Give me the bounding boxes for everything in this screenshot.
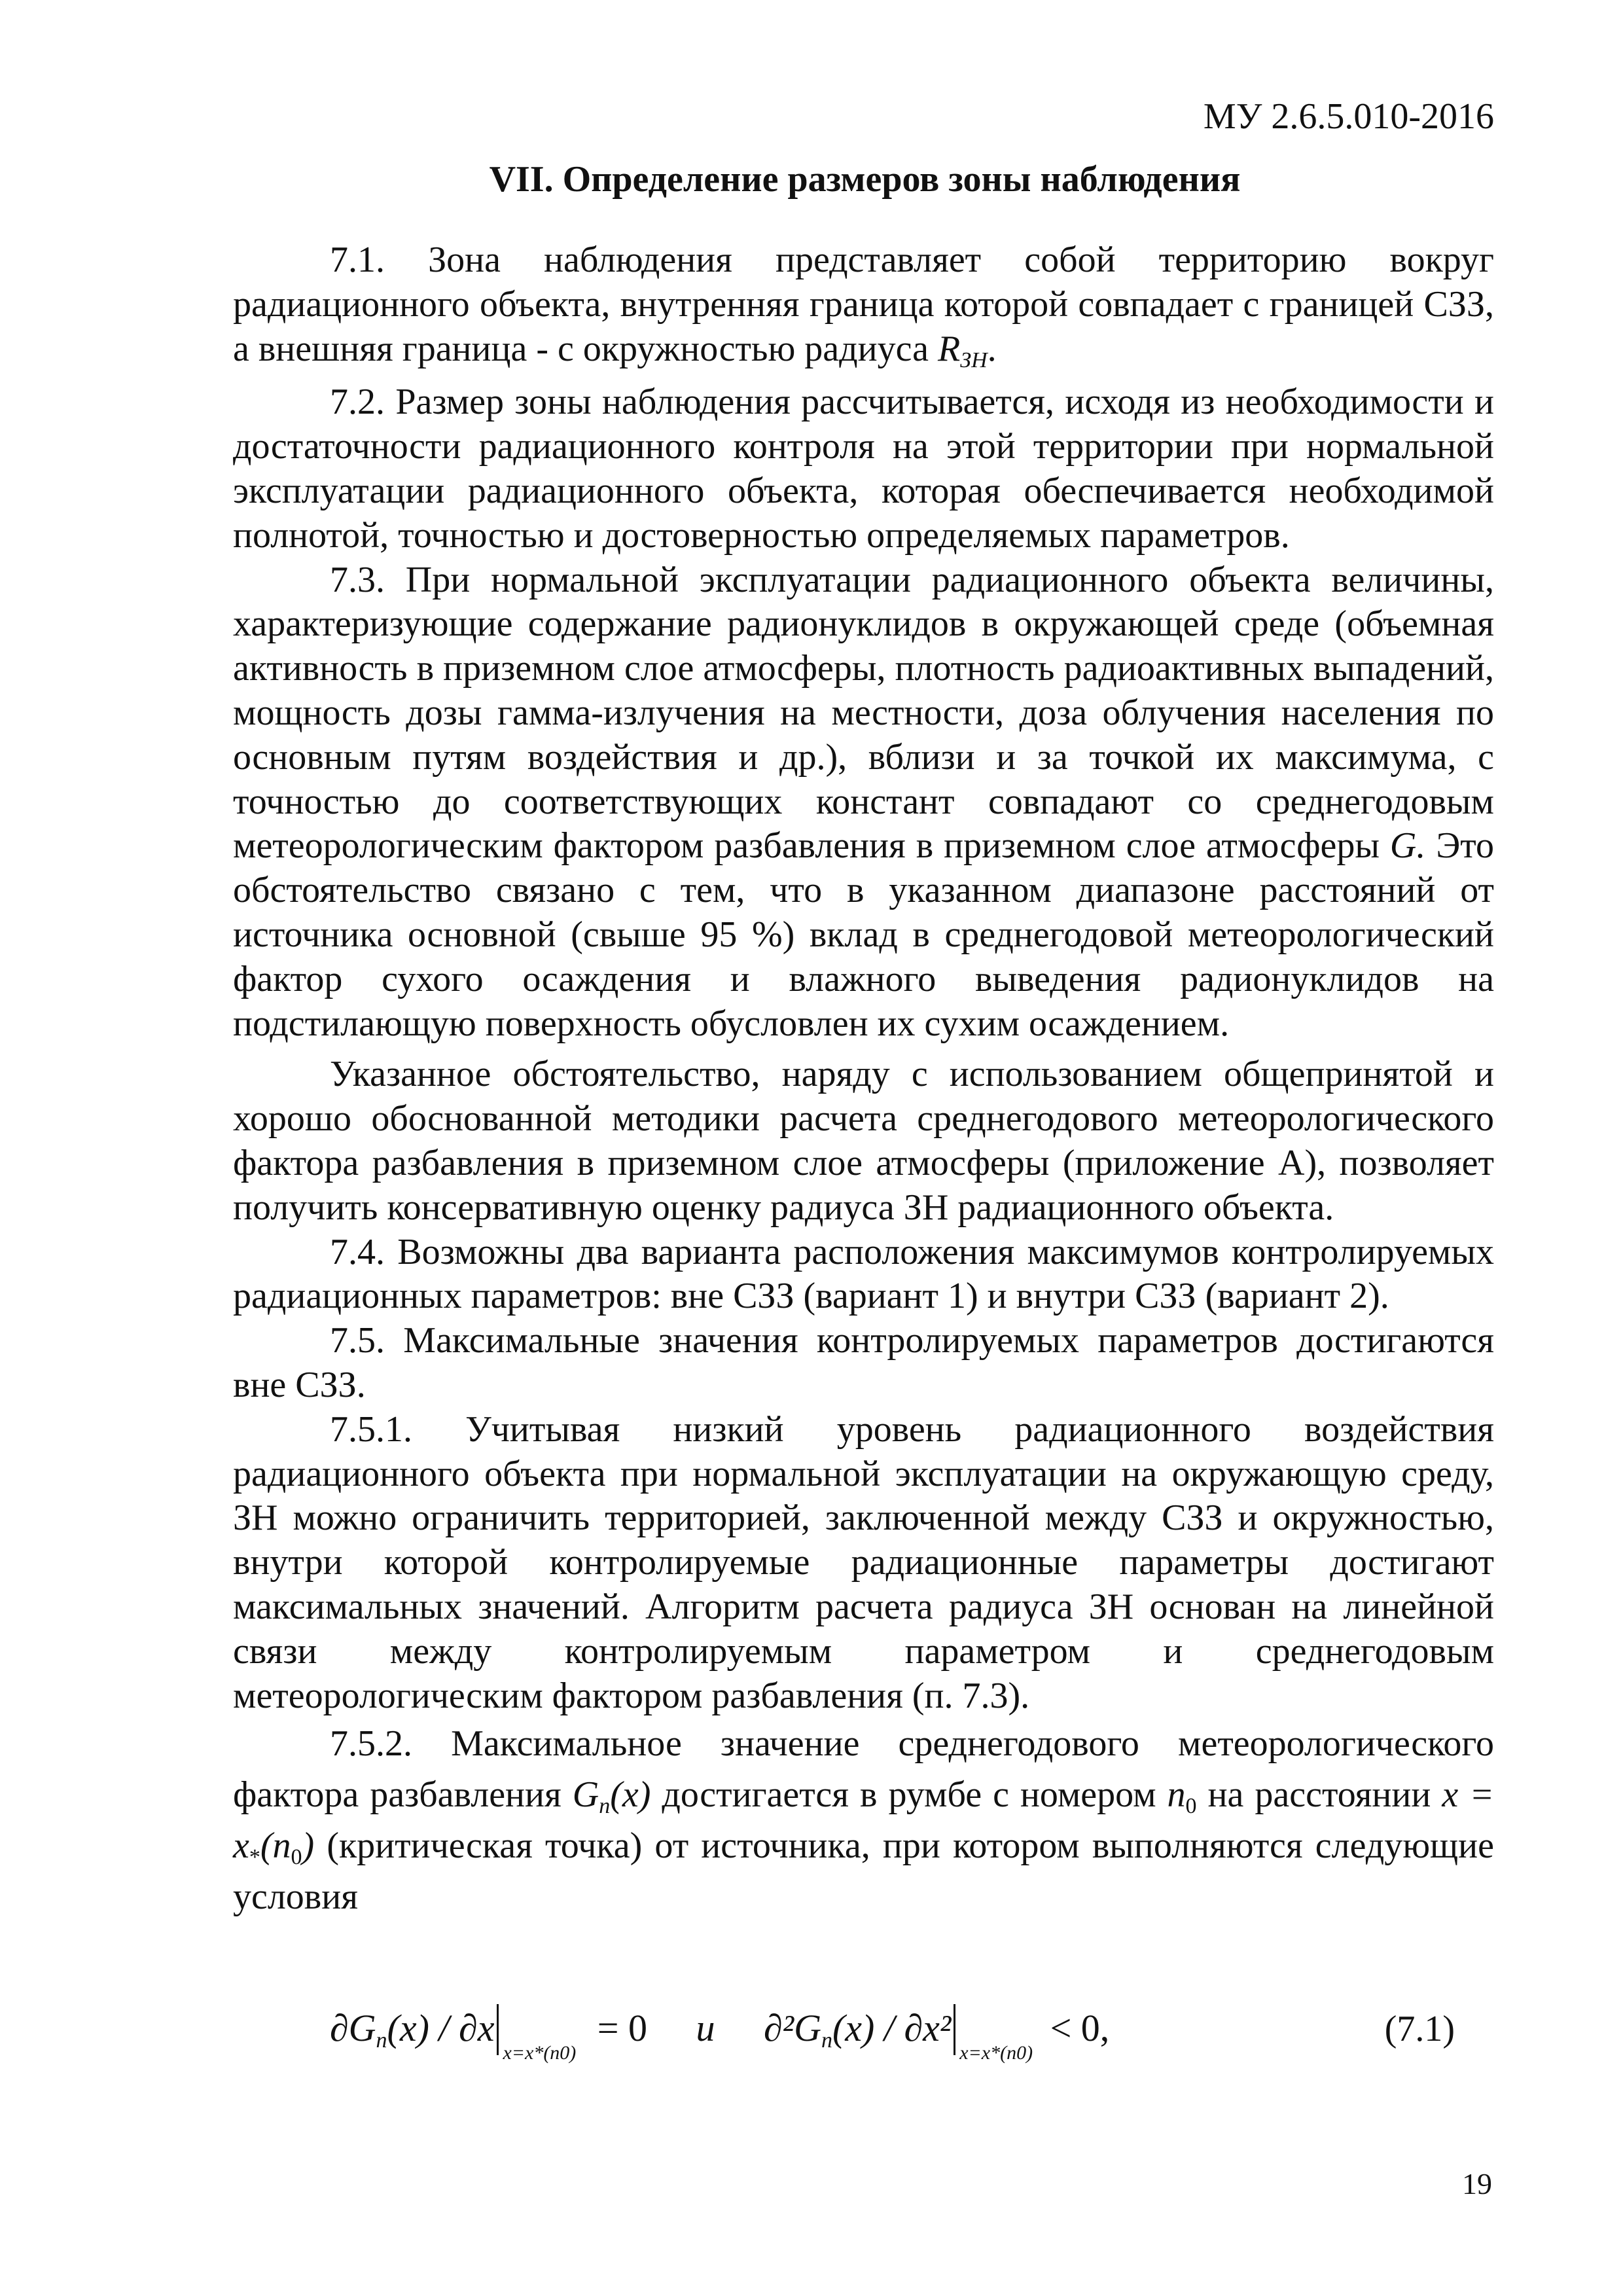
symbol-n: n <box>1167 1774 1186 1816</box>
symbol-g: G <box>572 1774 599 1816</box>
formula-subscript: n <box>821 2028 832 2053</box>
evaluation-point: x=x*(n0) <box>503 2042 577 2064</box>
paragraph-7-2: 7.2. Размер зоны наблюдения рассчитывается, исходя из необходимости и достаточности радиационного контроля на этой территории при нормальной эксплуатации радиационного объекта, которая обеспечивается необходимой полнотой, точностью и достоверностью определяемых параметров. <box>233 382 1494 556</box>
symbol-arg: (x) <box>610 1774 651 1816</box>
symbol-subscript: 0 <box>291 1845 302 1870</box>
page-number: 19 <box>1462 2167 1492 2200</box>
paragraph-text: на расстоянии <box>1207 1774 1431 1816</box>
paragraph-7-4: 7.4. Возможны два варианта расположения максимумов контролируемых радиационных параметров: вне СЗЗ (вариант 1) и внутри СЗЗ (вариант 2). <box>233 1231 1494 1317</box>
paragraph-7-5-2 <box>233 1718 1494 1922</box>
document-id: МУ 2.6.5.010-2016 <box>1203 96 1494 137</box>
symbol-n: (n <box>260 1825 291 1867</box>
evaluation-bar <box>954 2004 955 2055</box>
formula-part: (x) / ∂x² <box>832 2007 952 2049</box>
formula-number: (7.1) <box>1384 2009 1455 2049</box>
paragraph-text: (критическая точка) от источника, при котором выполняются следующие условия <box>233 1825 1495 1918</box>
formula-7-1 <box>233 2004 1494 2063</box>
paragraph-text: Это обстоятельство связано с тем, что в указанном диапазоне расстояний от источника основной (свыше 95 %) вклад в среднегодовой метеорологический фактор сухого осаждения и влажного выведения радионуклидов на подстилающую поверхность обусловлен их сухим осаждением. <box>233 825 1495 1044</box>
document-body <box>233 238 1494 1922</box>
paragraph-note: Указанное обстоятельство, наряду с использованием общепринятой и хорошо обоснованной методики расчета среднегодового метеорологического фактора разбавления в приземном слое атмосферы (приложение А), позволяет получить консервативную оценку радиуса ЗН радиационного объекта. <box>233 1054 1494 1228</box>
paragraph-text: достигается в румбе с номером <box>662 1774 1156 1816</box>
paragraph-7-3 <box>233 558 1494 1047</box>
symbol-close: ) <box>302 1825 315 1867</box>
section-title: VII. Определение размеров зоны наблюдения <box>489 159 1241 200</box>
evaluation-bar <box>497 2004 499 2055</box>
symbol-x: x = x <box>233 1774 1494 1867</box>
formula-part: ∂²G <box>764 2007 821 2049</box>
paragraph-7-5: 7.5. Максимальные значения контролируемых параметров достигаются вне СЗЗ. <box>233 1320 1494 1405</box>
formula-expression <box>330 2004 1110 2064</box>
symbol-g: G. <box>1389 825 1426 867</box>
paragraph-7-1 <box>233 238 1494 371</box>
paragraph-text: 7.1. Зона наблюдения представляет собой территорию вокруг радиационного объекта, внутренняя граница которой совпадает с границей СЗЗ, а внешняя граница - с окружностью радиуса <box>233 240 1494 369</box>
symbol-subscript: 0 <box>1185 1794 1197 1819</box>
paragraph-text: 7.3. При нормальной эксплуатации радиационного объекта величины, характеризующие содержание радионуклидов в окружающей среде (объемная активность в приземном слое атмосферы, плотность радиоактивных выпадений, мощность дозы гамма-излучения на местности, доза облучения населения по основным путям воздействия и др.), вблизи и за точкой их максимума, с точностью до соответствующих констант совпадают со среднегодовым метеорологическим фактором разбавления в приземном слое атмосферы <box>233 559 1494 867</box>
symbol-subscript: * <box>249 1845 260 1870</box>
symbol-subscript: ЗН <box>960 348 988 372</box>
formula-equals: = 0 <box>597 2007 648 2049</box>
symbol-subscript: n <box>599 1794 611 1819</box>
formula-part: (x) / ∂x <box>387 2007 495 2049</box>
paragraph-text: 7.5.2. Максимальное значение среднегодового метеорологического фактора разбавления <box>233 1723 1494 1816</box>
formula-subscript: n <box>376 2028 387 2053</box>
paragraph-end: . <box>987 328 997 369</box>
formula-less-than: < 0, <box>1050 2007 1110 2049</box>
formula-and: и <box>696 2007 715 2049</box>
symbol-r: R <box>938 328 961 369</box>
paragraph-7-5-1: 7.5.1. Учитывая низкий уровень радиационного воздействия радиационного объекта при нормальной эксплуатации на окружающую среду, ЗН можно ограничить территорией, заключенной между СЗЗ и окружностью, внутри которой контролируемые радиационные параметры достигают максимальных значений. Алгоритм расчета радиуса ЗН основан на линейной связи между контролируемым параметром и среднегодовым метеорологическим фактором разбавления (п. 7.3). <box>233 1408 1494 1716</box>
formula-part: ∂G <box>330 2007 376 2049</box>
evaluation-point: x=x*(n0) <box>959 2042 1033 2064</box>
